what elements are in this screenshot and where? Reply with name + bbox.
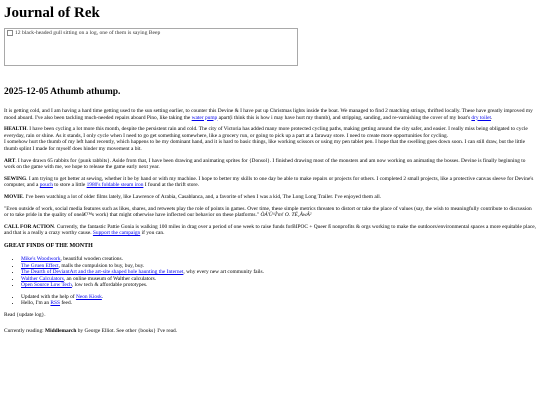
dry-toilet-link[interactable]: dry toilet [471, 114, 492, 121]
pouch-link[interactable]: pouch [39, 182, 53, 189]
quote-attribution: ÒÁ'Ü^Î'm! O. TÉ¸ÅwÂ² [259, 212, 312, 219]
finds-list [4, 256, 536, 289]
walther-calculators-link[interactable]: Walther Calculators [21, 275, 64, 282]
sewing-text-2: to store a little [52, 182, 87, 189]
action-label: CALL FOR ACTION [4, 223, 55, 230]
sewing-label: SEWING [4, 175, 27, 182]
health-label: HEALTH [4, 126, 27, 133]
list-item-end: . [101, 293, 104, 300]
health-text-1: . I have been cycling a lot more this month, despite the persistent rain and cold. The city of Victoria has added many more protected cycling paths, making getting around the city safer, and easier. I really miss being obligated to cycle everyday, rain or shine. As it stands, I only cycle when I need to go get something somewhere, like a grocery run, or going to pick up a part at a faraway store. I need to create more opportunities for cycling. [4, 126, 528, 139]
action-text-2: if you can. [140, 230, 165, 237]
neon-kiosk-link[interactable]: Neon Kiosk [75, 293, 102, 300]
entry-heading: 2025-12-05 Athumb athump. [4, 87, 121, 97]
list-item-text: , an online museum of Walther calculators. [63, 275, 157, 282]
list-item [21, 282, 536, 289]
quote-paragraph [4, 206, 536, 219]
health-text-2: I somehow hurt the thumb of my left hand recently, which happens to be my dominant hand, and it is hard to basic things, like working scissors or using my pen tablet pen. I hope that the swelling goes down soon. I can still draw, but the little thumb splint I made for myself does hinder my movement a bit. [4, 139, 526, 152]
update-log-text: Read {update log}. [4, 312, 46, 319]
intro-paragraph [4, 108, 536, 121]
art-label: ART [4, 157, 16, 164]
movie-label: MOVIE [4, 193, 23, 200]
list-item-text: Hello, I'm an [21, 300, 51, 307]
support-campaign-link[interactable]: Support the campaign [92, 230, 141, 237]
sewing-text-3: I found at the thrift store. [143, 182, 199, 189]
list-item-text: Updated with the help of [21, 293, 76, 300]
quote-text: "Even outside of work, social media features such as likes, shares, and retweets play the role of points in games. Over time, these simple metrics threaten to distort or take the place of values (say, the wish to meaningfully contribute to discussion or to take pride in the quality of oneâ€™s work) that might otherwise have inflected our behavior on these platforms." [4, 205, 532, 219]
book-title: Middlemarch [45, 327, 77, 334]
rss-link[interactable]: RSS [50, 300, 61, 307]
mikes-woodwork-link[interactable]: Mike's Woodwork [21, 255, 61, 262]
art-text: . I have drawn 65 rabbits for {punk rabbits}. Aside from that, I have been drawing and animating sprites for {Donsol}. I finished drawing most of the monsters and am now working on animating the bosses. Devine is finally beginning to work on the game with me, we hope to release the game early next year. [4, 157, 526, 171]
list-item-text: , low tech & affordable prototypes. [71, 282, 148, 289]
hero-image-alt-text: 12 black-headed gull sitting on a log, one of them is saying Beep [15, 30, 161, 36]
site-title: Journal of Rek [4, 5, 100, 21]
steam-iron-link[interactable]: 1980's foldable steam iron [86, 182, 144, 189]
list-item-text: , beautiful wooden creations. [60, 255, 123, 262]
broken-image-icon [7, 30, 13, 36]
action-paragraph [4, 224, 536, 237]
list-item [21, 269, 536, 276]
list-item [21, 294, 536, 301]
list-item [21, 300, 536, 307]
list-item-text: , why every new art community fails. [183, 269, 264, 276]
intro-text-1: It is getting cold, and I am having a hard time getting used to the sun setting earlier, to counter this Devine & I have put up Christmas lights inside the boat. We managed to find 2 matching strings, thrifted locally. These have greatly improved my mood aboard. I've also been tackling much-needed repairs aboard Pino, like taking the [4, 108, 533, 121]
intro-text-3: . [491, 114, 493, 121]
intro-text-2: apart(i think this is how i may have hurt my thumb), and stripping, sanding, and re-varnishing the cover of my boat's [217, 114, 472, 121]
meta-list [4, 294, 536, 307]
list-item-end: feed. [60, 300, 72, 307]
deviantart-link[interactable]: The Dearth of DeviantArt and the art-site shaped hole haunting the Internet [21, 269, 184, 276]
hero-image [4, 28, 298, 66]
open-source-low-tech-link[interactable]: Open Source Low Tech [21, 282, 72, 289]
reading-text-2: by George Elliot. See other {books} I've read. [76, 327, 178, 334]
art-paragraph [4, 158, 536, 171]
action-text-1: . Currently, the fantastic Pattie Gonia is walking 100 miles in drag over a period of one week to raise funds forBIPOC + Queer ß nonprofits & orgs working to make the outdoors/environmental spaces a more equitable place, and that is a really a crazy worthy cause. [4, 223, 536, 237]
health-paragraph [4, 126, 536, 152]
list-item [21, 256, 536, 263]
list-item-text: , malls the compulsion to buy, buy, buy. [58, 262, 145, 269]
reading-text-1: Currently reading: [4, 327, 46, 334]
sewing-paragraph [4, 176, 536, 189]
movie-paragraph [4, 194, 536, 201]
currently-reading [4, 328, 536, 335]
gruen-effect-link[interactable]: The Gruen Effect [21, 262, 59, 269]
finds-heading: GREAT FINDS OF THE MONTH [4, 242, 93, 249]
sewing-text-1: . I am trying to get better at sewing, whether it be by hand or with my machine. I hope to better my skills to one day be able to make repairs or projects for others. I completed 2 small projects, like a protective canvas sleeve for Devine's computer, and a [4, 175, 534, 189]
movie-text: . I've been watching a lot of older films lately, like Lawrence of Arabia, Casablanca, and, a favorite of when I was a kid, The Long Long Trailer. I've enjoyed them all. [22, 193, 382, 200]
water-pump-link[interactable]: water pump [191, 114, 218, 121]
